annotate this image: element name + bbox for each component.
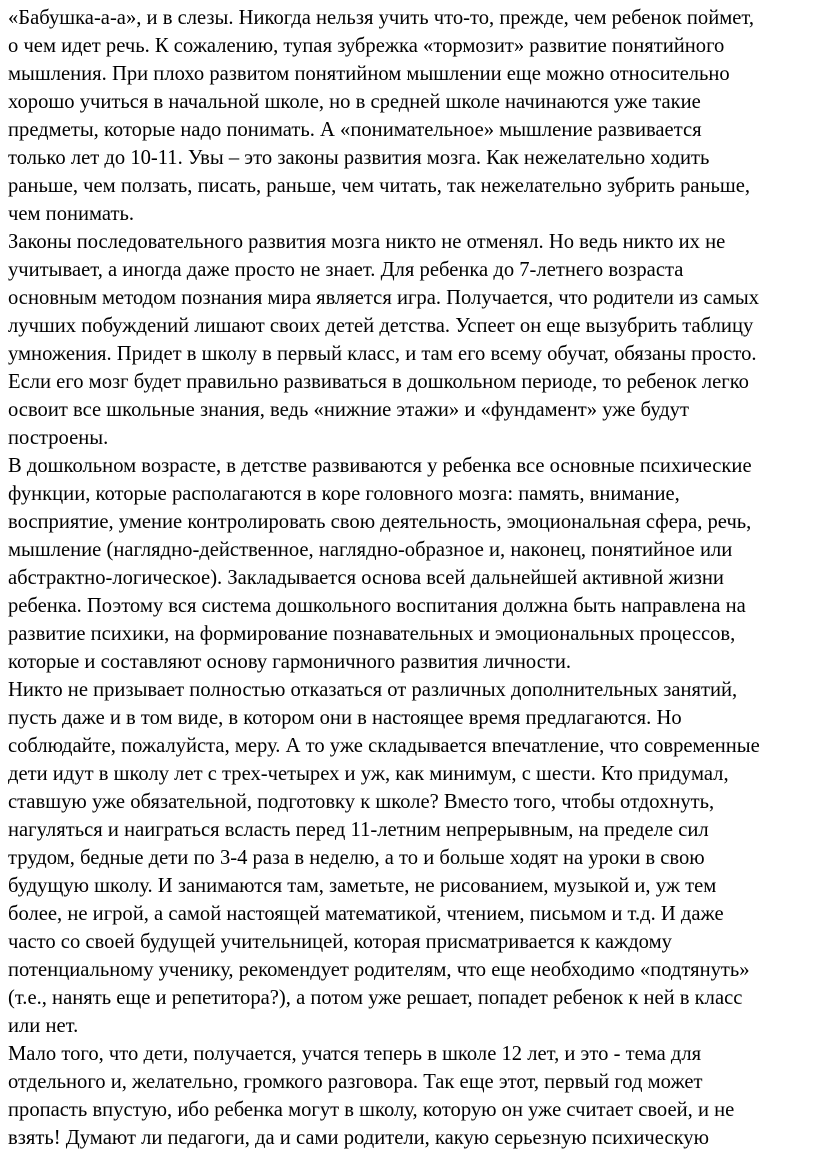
text-line: о чем идет речь. К сожалению, тупая зубрежка «тормозит» развитие понятийного (8, 35, 725, 57)
text-line: В дошкольном возрасте, в детстве развиваются у ребенка все основные психические (8, 455, 752, 477)
text-line: дети идут в школу лет с трех-четырех и уж, как минимум, с шести. Кто придумал, (8, 763, 729, 785)
text-line: восприятие, умение контролировать свою деятельность, эмоциональная сфера, речь, (8, 511, 752, 533)
text-line: часто со своей будущей учительницей, которая присматривается к каждому (8, 931, 672, 953)
text-line: умножения. Придет в школу в первый класс, и там его всему обучат, обязаны просто. (8, 343, 757, 365)
text-line: Никто не призывает полностью отказаться от различных дополнительных занятий, (8, 679, 738, 701)
text-line: только лет до 10-11. Увы – это законы развития мозга. Как нежелательно ходить (8, 147, 710, 169)
text-line: взять! Думают ли педагоги, да и сами родители, какую серьезную психическую (8, 1127, 709, 1149)
text-line: предметы, которые надо понимать. А «понимательное» мышление развивается (8, 119, 702, 141)
text-line: Мало того, что дети, получается, учатся теперь в школе 12 лет, и это - тема для (8, 1043, 702, 1065)
text-line: хорошо учиться в начальной школе, но в средней школе начинаются уже такие (8, 91, 701, 113)
text-line: Законы последовательного развития мозга никто не отменял. Но ведь никто их не (8, 231, 726, 253)
text-line: соблюдайте, пожалуйста, меру. А то уже складывается впечатление, что современные (8, 735, 760, 757)
text-line: освоит все школьные знания, ведь «нижние этажи» и «фундамент» уже будут (8, 399, 689, 421)
text-line: нагуляться и наиграться всласть перед 11-летним непрерывным, на пределе сил (8, 819, 709, 841)
text-line: трудом, бедные дети по 3-4 раза в неделю, а то и больше ходят на уроки в свою (8, 847, 705, 869)
text-line: отдельного и, желательно, громкого разговора. Так еще этот, первый год может (8, 1071, 703, 1093)
text-line: мышление (наглядно-действенное, наглядно-образное и, наконец, понятийное или (8, 539, 733, 561)
text-line: Если его мозг будет правильно развиваться в дошкольном периоде, то ребенок легко (8, 371, 749, 393)
text-line: лучших побуждений лишают своих детей детства. Успеет он еще вызубрить таблицу (8, 315, 754, 337)
text-line: потенциальному ученику, рекомендует родителям, что еще необходимо «подтянуть» (8, 959, 750, 981)
text-line: развитие психики, на формирование познавательных и эмоциональных процессов, (8, 623, 736, 645)
text-line: «Бабушка-а-а», и в слезы. Никогда нельзя учить что-то, прежде, чем ребенок поймет, (8, 7, 754, 29)
text-line: учитывает, а иногда даже просто не знает. Для ребенка до 7-летнего возраста (8, 259, 684, 281)
text-line: построены. (8, 427, 109, 449)
text-line: мышления. При плохо развитом понятийном мышлении еще можно относительно (8, 63, 730, 85)
text-line: (т.е., нанять еще и репетитора?), а потом уже решает, попадет ребенок к ней в класс (8, 987, 743, 1009)
text-line: чем понимать. (8, 203, 135, 225)
text-line: абстрактно-логическое). Закладывается основа всей дальнейшей активной жизни (8, 567, 724, 589)
text-line: или нет. (8, 1015, 79, 1037)
text-line: ребенка. Поэтому вся система дошкольного воспитания должна быть направлена на (8, 595, 746, 617)
text-line: основным методом познания мира является игра. Получается, что родители из самых (8, 287, 760, 309)
text-line: пусть даже и в том виде, в котором они в настоящее время предлагаются. Но (8, 707, 682, 729)
text-line: ставшую уже обязательной, подготовку к школе? Вместо того, чтобы отдохнуть, (8, 791, 715, 813)
text-line: функции, которые располагаются в коре головного мозга: память, внимание, (8, 483, 680, 505)
text-line: будущую школу. И занимаются там, заметьте, не рисованием, музыкой и, уж тем (8, 875, 717, 897)
text-line: раньше, чем ползать, писать, раньше, чем читать, так нежелательно зубрить раньше, (8, 175, 751, 197)
text-line: пропасть впустую, ибо ребенка могут в школу, которую он уже считает своей, и не (8, 1099, 735, 1121)
text-line: которые и составляют основу гармоничного развития личности. (8, 651, 572, 673)
text-line: более, не игрой, а самой настоящей математикой, чтением, письмом и т.д. И даже (8, 903, 724, 925)
